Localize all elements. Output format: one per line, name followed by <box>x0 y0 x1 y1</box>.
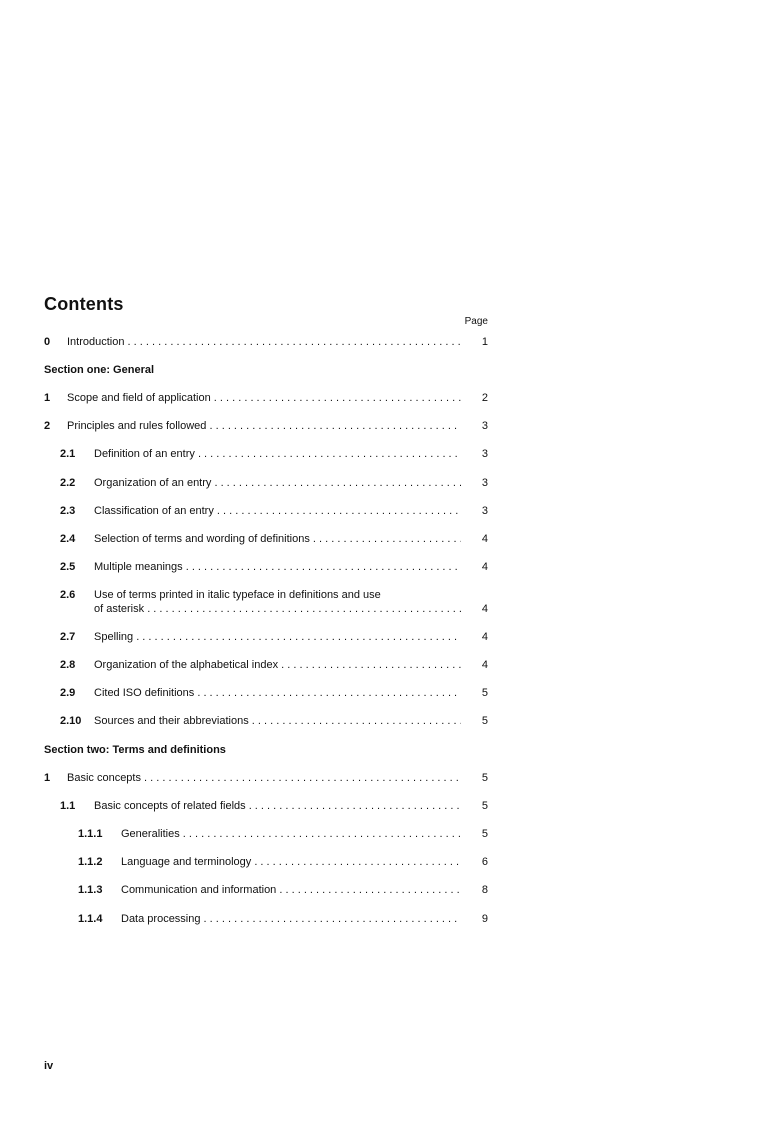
toc-entry-page: 4 <box>481 631 488 643</box>
toc-entry[interactable] <box>0 770 773 786</box>
toc-entry-number: 2.2 <box>60 477 76 489</box>
toc-entry-number: 2.1 <box>60 448 76 460</box>
toc-entry-page: 3 <box>481 448 488 460</box>
toc-entry-title-continued: of asterisk . . . <box>94 601 461 617</box>
toc-entry[interactable] <box>0 390 773 406</box>
toc-entry-title: Organization of an entry . . . <box>94 475 461 491</box>
toc-entry-title: Spelling . . . <box>94 629 461 645</box>
toc-entry-page: 5 <box>481 772 488 784</box>
toc-entry-number: 1 <box>44 392 51 404</box>
toc-entry[interactable] <box>0 854 773 870</box>
toc-entry[interactable] <box>0 826 773 842</box>
toc-entry-number: 1.1.4 <box>78 913 103 925</box>
page-folio: iv <box>44 1060 54 1072</box>
toc-entry-page: 3 <box>481 505 488 517</box>
page-column-header: Page <box>464 316 488 327</box>
toc-entry-page: 3 <box>481 477 488 489</box>
toc-entry-title: Selection of terms and wording of definitions . . . <box>94 531 461 547</box>
toc-entry-number: 1.1.3 <box>78 884 103 896</box>
toc-entry[interactable] <box>0 629 773 645</box>
toc-entry-number: 2.7 <box>60 631 76 643</box>
toc-entry-number: 2.5 <box>60 561 76 573</box>
toc-entry-number: 2.3 <box>60 505 76 517</box>
toc-entry-title: Organization of the alphabetical index . . . <box>94 657 461 673</box>
toc-entry-number: 1.1 <box>60 800 76 812</box>
toc-entry[interactable] <box>0 475 773 491</box>
toc-entry-page: 5 <box>481 715 488 727</box>
toc-entry-page: 5 <box>481 828 488 840</box>
toc-entry-number: 2.6 <box>60 589 76 601</box>
toc-entry-number: 2.8 <box>60 659 76 671</box>
toc-entry-number: 2.10 <box>60 715 82 727</box>
toc-entry[interactable] <box>0 531 773 547</box>
toc-entry-number: 1.1.1 <box>78 828 103 840</box>
toc-entry-number: 1.1.2 <box>78 856 103 868</box>
toc-entry-title: Communication and information . . . <box>121 882 461 898</box>
section-one-heading: Section one: General <box>44 364 155 376</box>
toc-entry-title: Generalities . . . <box>121 826 461 842</box>
toc-entry-title: Classification of an entry . . . <box>94 503 461 519</box>
toc-entry[interactable] <box>0 559 773 575</box>
toc-entry-page: 5 <box>481 687 488 699</box>
toc-entry[interactable] <box>0 685 773 701</box>
toc-entry-page: 6 <box>481 856 488 868</box>
toc-entry[interactable] <box>0 798 773 814</box>
toc-entry-title: Basic concepts of related fields . . . <box>94 798 461 814</box>
section-two-heading: Section two: Terms and definitions <box>44 744 226 756</box>
toc-entry-title: Scope and field of application . . . <box>67 390 461 406</box>
toc-entry-title: Multiple meanings . . . <box>94 559 461 575</box>
toc-entry-page: 1 <box>481 336 488 348</box>
toc-entry[interactable] <box>0 334 773 350</box>
toc-entry-title: Data processing . . . <box>121 911 461 927</box>
toc-entry-continuation[interactable] <box>0 601 773 617</box>
toc-entry-title: Principles and rules followed . . . <box>67 418 461 434</box>
toc-entry-number: 2 <box>44 420 51 432</box>
toc-entry-page: 2 <box>481 392 488 404</box>
toc-entry-page: 8 <box>481 884 488 896</box>
toc-entry-page: 3 <box>481 420 488 432</box>
toc-entry-title: Cited ISO definitions . . . <box>94 685 461 701</box>
toc-entry[interactable] <box>0 713 773 729</box>
toc-entry-title: Introduction . . . <box>67 334 461 350</box>
toc-entry-title: Sources and their abbreviations . . . <box>94 713 461 729</box>
toc-entry-page: 9 <box>481 913 488 925</box>
toc-entry-number: 1 <box>44 772 51 784</box>
toc-entry-page: 4 <box>481 603 488 615</box>
toc-entry-title: Language and terminology . . . <box>121 854 461 870</box>
toc-entry-page: 5 <box>481 800 488 812</box>
toc-entry-title: Basic concepts . . . <box>67 770 461 786</box>
toc-entry-number: 0 <box>44 336 51 348</box>
toc-entry[interactable] <box>0 882 773 898</box>
toc-entry[interactable] <box>0 503 773 519</box>
toc-entry[interactable] <box>0 418 773 434</box>
toc-entry-page: 4 <box>481 533 488 545</box>
toc-entry-number: 2.4 <box>60 533 76 545</box>
toc-entry-page: 4 <box>481 659 488 671</box>
toc-entry-page: 4 <box>481 561 488 573</box>
toc-entry[interactable] <box>0 911 773 927</box>
page-title: Contents <box>44 294 124 314</box>
toc-entry-title: Definition of an entry . . . <box>94 446 461 462</box>
toc-entry[interactable] <box>0 446 773 462</box>
toc-entry[interactable] <box>0 657 773 673</box>
toc-entry-title: Use of terms printed in italic typeface in definitions and use <box>94 589 381 601</box>
toc-entry-number: 2.9 <box>60 687 76 699</box>
